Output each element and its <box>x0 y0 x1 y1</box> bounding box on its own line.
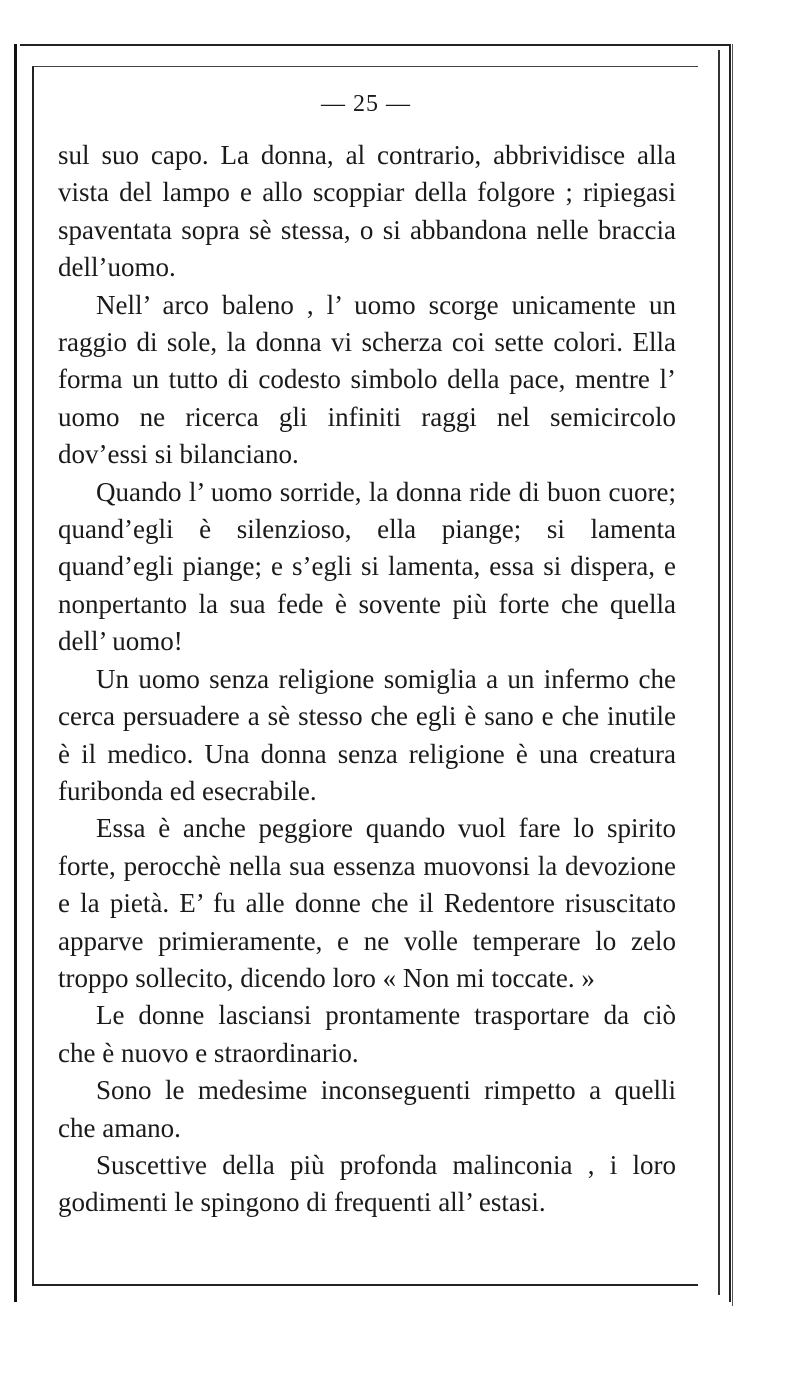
paragraph: Sono le medesime inconseguenti rimpetto a quelli che amano. <box>58 1075 676 1143</box>
page-number: — 25 — <box>321 91 411 117</box>
paragraph: sul suo capo. La donna, al contrario, abbrividisce alla vista del lampo e allo scoppiar della folgore ; ripiegasi spaventata sopra sè stessa, o si abbandona nelle braccia dell’uomo. <box>58 140 676 283</box>
book-page <box>32 66 698 1286</box>
paragraph: Un uomo senza religione somiglia a un infermo che cerca persuadere a sè stesso che egli è sano e che inutile è il medico. Una donna senza religione è una creatura furibonda ed esecrabile. <box>58 663 676 806</box>
paragraph: Essa è anche peggiore quando vuol fare lo spirito forte, perocchè nella sua essenza muovonsi la devozione e la pietà. E’ fu alle donne che il Redentore risuscitato apparve primieramente, e ne volle temperare lo zelo troppo sollecito, dicendo loro « Non mi toccate. » <box>58 813 676 993</box>
paragraph: Suscettive della più profonda malinconia , i loro godimenti le spingono di frequenti all’ estasi. <box>58 1149 676 1218</box>
paragraph: Nell’ arco baleno , l’ uomo scorge unicamente un raggio di sole, la donna vi scherza coi sette colori. Ella forma un tutto di codesto simbolo della pace, mentre l’ uomo ne ricerca gli infiniti raggi nel semicircolo dov’essi si bilanciano. <box>58 289 676 470</box>
scan-edge-top <box>20 44 731 46</box>
paragraph: Quando l’ uomo sorride, la donna ride di buon cuore; quand’egli è silenzioso, ella piange; si lamenta quand’egli piange; e s’egli si lamenta, essa si dispera, e nonpertanto la sua fede è sovente più forte che quella dell’ uomo! <box>58 476 676 657</box>
body-text <box>58 137 676 1222</box>
scan-edge-left <box>14 44 17 1302</box>
scan-edge-right <box>729 44 731 1302</box>
frame-line <box>718 50 720 1295</box>
frame-line <box>732 44 733 1306</box>
paragraph: Le donne lasciansi prontamente trasportare da ciò che è nuovo e straordinario. <box>58 1000 676 1068</box>
